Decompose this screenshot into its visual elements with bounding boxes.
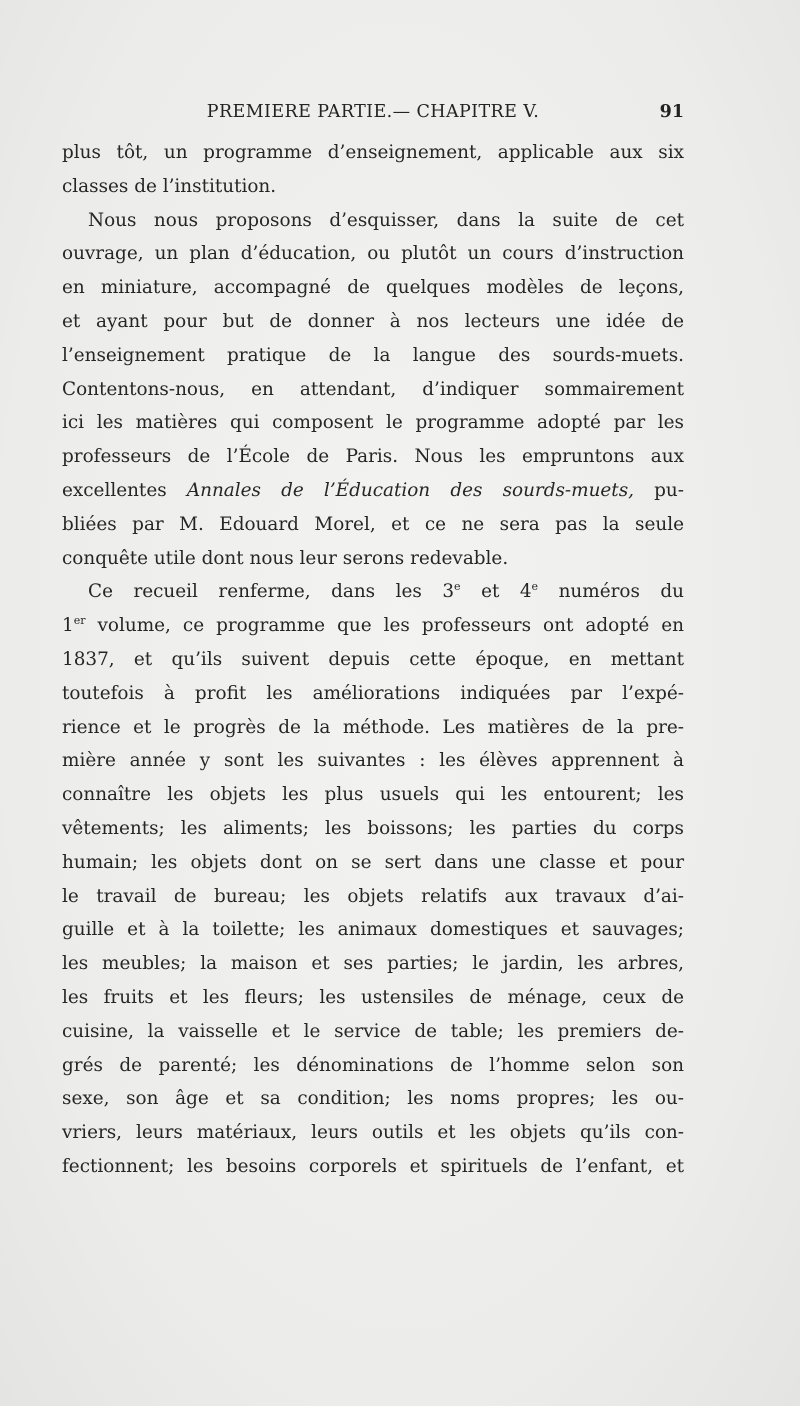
text-fragment: pu- <box>634 479 684 501</box>
text-line: cuisine, la vaisselle et le service de table; les premiers de- <box>62 1020 684 1042</box>
text-line: classes de l’institution. <box>62 175 277 197</box>
text-fragment: numéros du <box>538 581 684 603</box>
page-number: 91 <box>659 102 684 122</box>
text-line: professeurs de l’École de Paris. Nous les empruntons aux <box>62 446 684 468</box>
text-line: Contentons-nous, en attendant, d’indiquer sommairement <box>62 378 684 400</box>
text-line: bliées par M. Edouard Morel, et ce ne sera pas la seule <box>62 513 684 535</box>
text-line: humain; les objets dont on se sert dans une classe et pour <box>62 851 684 873</box>
text-fragment: 1 <box>62 615 74 637</box>
text-line: les fruits et les fleurs; les ustensiles de ménage, ceux de <box>62 986 684 1008</box>
text-line: guille et à la toilette; les animaux domestiques et sauvages; <box>62 919 684 941</box>
text-line: 1837, et qu’ils suivent depuis cette époque, en mettant <box>62 648 684 670</box>
text-line: Nous nous proposons d’esquisser, dans la suite de cet <box>88 209 684 231</box>
text-line: mière année y sont les suivantes : les élèves apprennent à <box>62 750 684 772</box>
book-title-italic: Annales de l’Éducation des sourds-muets, <box>186 479 634 501</box>
text-line: en miniature, accompagné de quelques modèles de leçons, <box>62 277 684 299</box>
text-line: le travail de bureau; les objets relatifs aux travaux d’ai- <box>62 885 684 907</box>
text-fragment: excellentes <box>62 479 187 501</box>
text-line: sexe, son âge et sa condition; les noms propres; les ou- <box>62 1088 684 1110</box>
text-line: vriers, leurs matériaux, leurs outils et les objets qu’ils con- <box>62 1122 684 1144</box>
text-line: ici les matières qui composent le programme adopté par les <box>62 412 684 434</box>
text-line: et ayant pour but de donner à nos lecteurs une idée de <box>62 310 684 332</box>
text-line: ouvrage, un plan d’éducation, ou plutôt un cours d’instruction <box>62 243 684 265</box>
text-fragment: et 4 <box>460 581 532 603</box>
text-line: conquête utile dont nous leur serons redevable. <box>62 547 509 569</box>
text-line: plus tôt, un programme d’enseignement, applicable aux six <box>62 142 684 163</box>
text-line: l’enseignement pratique de la langue des sourds-muets. <box>62 344 684 366</box>
page-header <box>62 102 684 132</box>
body-text <box>62 136 684 1184</box>
text-line: vêtements; les aliments; les boissons; les parties du corps <box>62 817 684 839</box>
text-line-with-superscript <box>62 609 684 643</box>
text-line-with-italic <box>62 474 684 508</box>
superscript: e <box>531 580 539 594</box>
text-line: les meubles; la maison et ses parties; le jardin, les arbres, <box>62 953 684 975</box>
text-line-with-superscripts <box>62 575 684 609</box>
text-fragment: Ce recueil renferme, dans les 3 <box>88 581 455 603</box>
superscript: er <box>73 614 86 628</box>
text-line: fectionnent; les besoins corporels et spirituels de l’enfant, et <box>62 1155 684 1177</box>
superscript: e <box>454 580 461 594</box>
text-line: toutefois à profit les améliorations indiquées par l’expé- <box>62 682 684 704</box>
text-line: grés de parenté; les dénominations de l’homme selon son <box>62 1054 684 1076</box>
running-title: PREMIERE PARTIE.— CHAPITRE V. <box>206 102 540 122</box>
text-fragment: volume, ce programme que les professeurs ont adopté en <box>85 615 684 637</box>
text-line: rience et le progrès de la méthode. Les matières de la pre- <box>62 716 684 738</box>
text-line: connaître les objets les plus usuels qui les entourent; les <box>62 784 684 806</box>
